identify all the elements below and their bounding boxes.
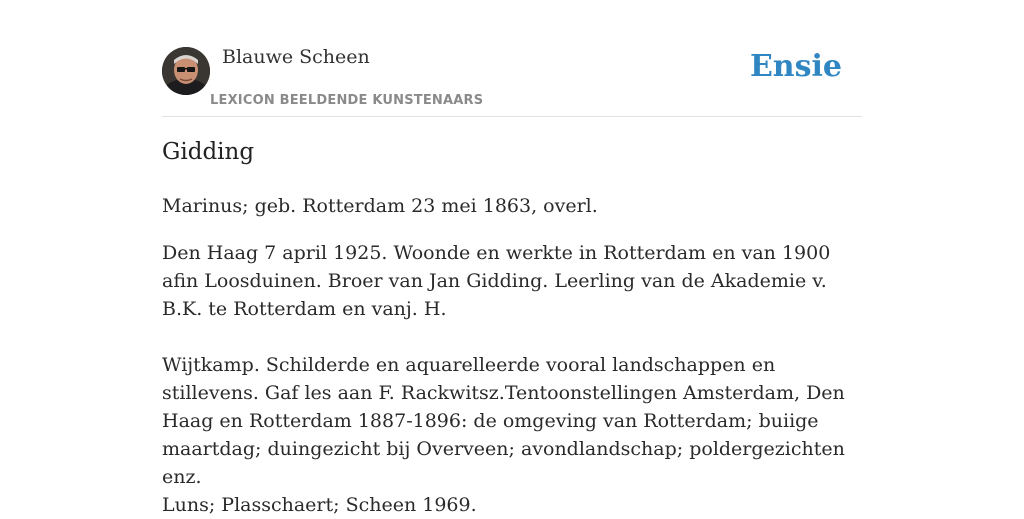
article-paragraph: Wijtkamp. Schilderde en aquarelleerde vooral landschappen en stillevens. Gaf les aan F. Rackwitsz.Tentoonstellingen Amsterdam, Den Haag en Rotterdam 1887-1896: de omgeving van Rotterdam; buiige maartdag; duingezicht bij Overveen; avondlandschap; poldergezichten enz. [162,354,845,488]
header [162,0,862,117]
article-paragraph: Marinus; geb. Rotterdam 23 mei 1863, overl. [162,195,598,217]
page-container [162,0,862,516]
avatar[interactable] [162,47,210,95]
author-name[interactable]: Blauwe Scheen [222,46,370,68]
article-title: Gidding [162,139,255,165]
article-paragraph: Luns; Plasschaert; Scheen 1969. [162,494,477,516]
author-portrait-icon [162,47,210,95]
ensie-logo[interactable]: Ensie [749,49,842,84]
article-paragraph: Den Haag 7 april 1925. Woonde en werkte in Rotterdam en van 1900 afin Loosduinen. Broer van Jan Gidding. Leerling van de Akademie v. B.K. te Rotterdam en vanj. H. [162,242,831,320]
collection-label[interactable]: LEXICON BEELDENDE KUNSTENAARS [210,93,484,108]
